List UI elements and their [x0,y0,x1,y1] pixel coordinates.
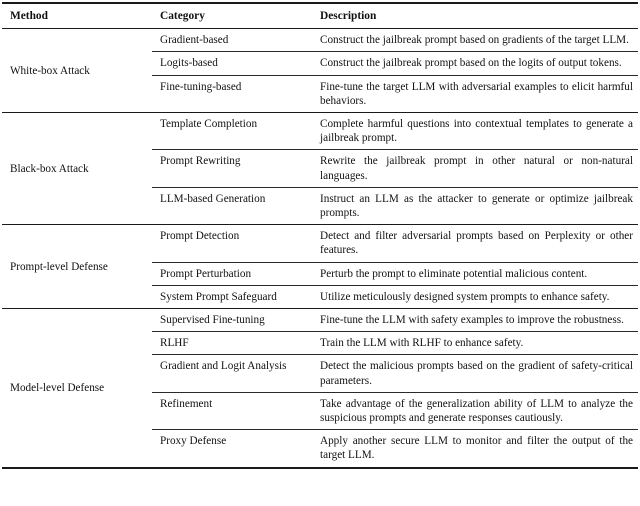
description-cell: Complete harmful questions into contextual templates to generate a jailbreak prompt. [312,113,638,150]
description-cell: Rewrite the jailbreak prompt in other natural or non-natural languages. [312,150,638,187]
method-cell: Black-box Attack [2,113,152,225]
table-row [2,225,638,262]
category-cell: Fine-tuning-based [152,75,312,112]
description-cell: Fine-tune the LLM with safety examples to improve the robustness. [312,309,638,332]
table-row [2,309,638,332]
description-cell: Utilize meticulously designed system prompts to enhance safety. [312,285,638,308]
description-cell: Instruct an LLM as the attacker to generate or optimize jailbreak prompts. [312,187,638,224]
column-header-category: Category [152,3,312,29]
table-row [2,29,638,52]
attack-defense-taxonomy-table [2,2,638,469]
category-cell: LLM-based Generation [152,187,312,224]
category-cell: System Prompt Safeguard [152,285,312,308]
category-cell: Prompt Rewriting [152,150,312,187]
header-row [2,3,638,29]
description-cell: Apply another secure LLM to monitor and filter the output of the target LLM. [312,430,638,468]
description-cell: Fine-tune the target LLM with adversarial examples to elicit harmful behaviors. [312,75,638,112]
column-header-description: Description [312,3,638,29]
description-cell: Perturb the prompt to eliminate potential malicious content. [312,262,638,285]
category-cell: Supervised Fine-tuning [152,309,312,332]
method-cell: Model-level Defense [2,309,152,468]
column-header-method: Method [2,3,152,29]
method-cell: White-box Attack [2,29,152,113]
description-cell: Take advantage of the generalization ability of LLM to analyze the suspicious prompts and generate responses cautiously. [312,392,638,429]
category-cell: Prompt Detection [152,225,312,262]
description-cell: Detect the malicious prompts based on the gradient of safety-critical parameters. [312,355,638,392]
category-cell: Proxy Defense [152,430,312,468]
category-cell: Logits-based [152,52,312,75]
table-row [2,113,638,150]
description-cell: Construct the jailbreak prompt based on the logits of output tokens. [312,52,638,75]
method-cell: Prompt-level Defense [2,225,152,309]
category-cell: Prompt Perturbation [152,262,312,285]
category-cell: RLHF [152,332,312,355]
category-cell: Template Completion [152,113,312,150]
description-cell: Construct the jailbreak prompt based on gradients of the target LLM. [312,29,638,52]
description-cell: Train the LLM with RLHF to enhance safety. [312,332,638,355]
category-cell: Gradient-based [152,29,312,52]
description-cell: Detect and filter adversarial prompts based on Perplexity or other features. [312,225,638,262]
category-cell: Gradient and Logit Analysis [152,355,312,392]
category-cell: Refinement [152,392,312,429]
